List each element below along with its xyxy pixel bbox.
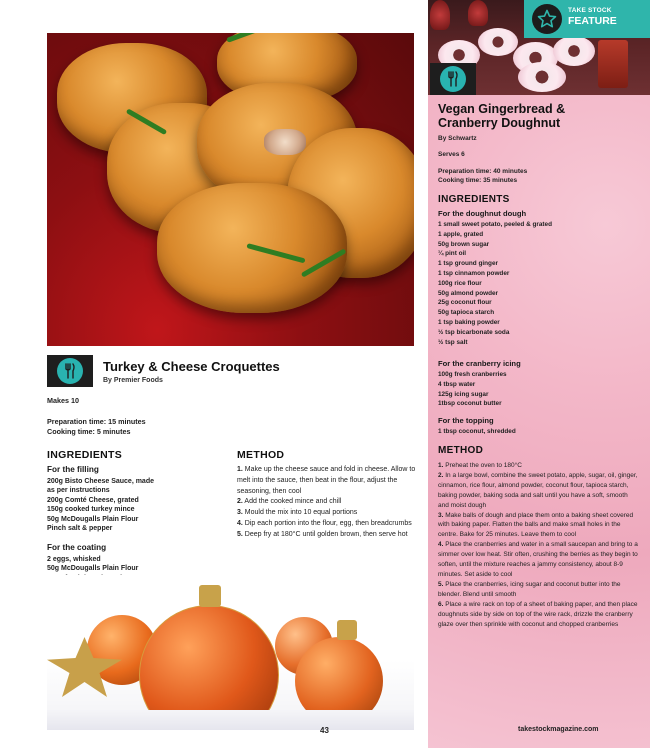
cook-time: Cooking time: 35 minutes — [438, 177, 518, 184]
page-number: 43 — [320, 726, 329, 735]
step-number: 4. — [237, 519, 243, 527]
cook-time: Cooking time: 5 minutes — [47, 427, 131, 436]
step-number: 1. — [438, 462, 444, 469]
croquettes-photo — [47, 33, 414, 346]
step-number: 5. — [438, 580, 444, 588]
topping-heading: For the topping — [438, 416, 494, 425]
snow — [47, 710, 414, 730]
title-line: Vegan Gingerbread & — [438, 102, 566, 116]
list-item: 100g rice flour — [438, 279, 482, 287]
baubles-photo — [47, 575, 414, 730]
step-text: Mould the mix into 10 equal portions — [244, 509, 358, 517]
method-step — [438, 461, 640, 471]
recipe-icon-box — [430, 63, 476, 95]
croquettes-title-row — [47, 355, 414, 389]
step-text: In a large bowl, combine the sweet potato, apple, sugar, oil, ginger, cinnamon, rice flour, almond powder, coconut flour, tapioca starch, baking powder, baking soda and salt until you have a soft, smooth and moist dough — [438, 471, 638, 509]
list-item: ½ tsp salt — [438, 338, 468, 346]
method-list — [438, 461, 640, 629]
tag-line2: FEATURE — [568, 15, 617, 27]
star-icon — [537, 9, 557, 29]
title-line: Cranberry Doughnut — [438, 116, 561, 130]
list-item: 25g coconut flour — [438, 299, 492, 307]
step-number: 3. — [438, 511, 444, 519]
step-number: 1. — [237, 466, 243, 473]
method-list — [237, 465, 417, 541]
step-text: Place the cranberries, icing sugar and coconut butter into the blender. Blend until smooth — [438, 580, 621, 598]
prep-cook-times — [438, 167, 527, 185]
glass — [468, 0, 488, 26]
list-item: 1 tsp cinnamon powder — [438, 269, 510, 277]
croquettes-title: Turkey & Cheese Croquettes — [103, 359, 280, 374]
fork-icon — [440, 66, 466, 92]
right-page — [428, 0, 650, 748]
list-item: ½ tsp bicarbonate soda — [438, 328, 510, 336]
bauble-cap — [199, 585, 221, 607]
prep-time: Preparation time: 40 minutes — [438, 168, 528, 175]
take-stock-feature-tag — [524, 0, 650, 38]
ingredients-heading: INGREDIENTS — [438, 194, 510, 205]
makes: Makes 10 — [47, 396, 79, 405]
list-item: 50g brown sugar — [438, 240, 490, 248]
step-text: Dip each portion into the flour, egg, then breadcrumbs — [244, 519, 412, 527]
tag-line1: TAKE STOCK — [568, 7, 612, 14]
method-step — [438, 471, 640, 511]
step-number: 4. — [438, 541, 444, 549]
step-number: 2. — [237, 498, 243, 506]
topping-list — [438, 427, 516, 437]
step-text: Preheat the oven to 180°C — [445, 462, 522, 469]
method-heading: METHOD — [237, 449, 285, 461]
step-text: Add the cooked mince and chill — [244, 498, 342, 506]
list-item: 50g McDougalls Plain Flour — [47, 565, 139, 573]
list-item: Pinch salt & pepper — [47, 525, 113, 533]
method-step — [438, 600, 640, 630]
list-item: 2 eggs, whisked — [47, 556, 101, 563]
icing-list — [438, 370, 507, 409]
step-text: Make up the cheese sauce and fold in cheese. Allow to melt into the sauce, then beat in the flour, adjust the seasoning, then cool — [237, 466, 416, 495]
dough-list — [438, 220, 552, 347]
serves: Serves 6 — [438, 151, 465, 158]
list-item: 1 tbsp coconut, shredded — [438, 428, 516, 435]
filling-heading: For the filling — [47, 465, 99, 474]
list-item: 100g fresh cranberries — [438, 371, 507, 378]
method-step — [438, 580, 640, 600]
list-item: 1 tsp ground ginger — [438, 260, 498, 268]
list-item: ¼ pint oil — [438, 250, 467, 258]
doughnut-title — [438, 102, 638, 130]
fork-icon — [57, 358, 83, 384]
list-item: 1tbsp coconut butter — [438, 400, 502, 408]
method-step — [438, 511, 640, 541]
step-number: 3. — [237, 509, 243, 517]
doughnut-byline: By Schwartz — [438, 135, 477, 142]
list-item: as per instructions — [47, 487, 110, 495]
list-item: 200g Bisto Cheese Sauce, made — [47, 478, 154, 485]
method-step — [237, 519, 417, 530]
list-item: 50g almond powder — [438, 289, 499, 297]
list-item: 1 apple, grated — [438, 230, 484, 238]
doughnut — [518, 62, 566, 92]
list-item: 50g McDougalls Plain Flour — [47, 515, 139, 523]
list-item: 150g cooked turkey mince — [47, 506, 135, 514]
step-number: 6. — [438, 600, 444, 608]
method-step — [237, 508, 417, 519]
glass — [430, 0, 450, 30]
doughnut — [553, 36, 595, 66]
method-step — [438, 540, 640, 580]
filling-list — [47, 477, 154, 533]
step-text: Make balls of dough and place them onto a baking sheet covered with baking paper. Flatten the balls and make small holes in the centre. Bake for 25 minutes. Leave them to cool — [438, 511, 634, 539]
croquettes-byline: By Premier Foods — [103, 377, 163, 384]
footer-url[interactable]: takestockmagazine.com — [518, 726, 599, 733]
list-item: 50g tapioca starch — [438, 309, 495, 317]
bauble-cap — [337, 620, 357, 640]
doughnut — [478, 28, 518, 56]
method-step — [237, 465, 417, 497]
spice-jar — [598, 40, 628, 88]
method-step — [237, 497, 417, 508]
list-item: 4 tbsp water — [438, 380, 476, 388]
ingredients-heading: INGREDIENTS — [47, 449, 123, 461]
step-text: Place the cranberries and water in a small saucepan and bring to a simmer over low heat. Stir often, crushing the berries as they begin to soften, until the mixture reaches a jammy consistency, about 8-9 minutes. Set aside to cool — [438, 541, 638, 578]
method-heading: METHOD — [438, 445, 484, 456]
step-number: 5. — [237, 530, 243, 538]
method-step — [237, 530, 417, 541]
coating-heading: For the coating — [47, 543, 107, 552]
star-badge — [532, 4, 562, 34]
recipe-icon-box — [47, 355, 93, 387]
step-text: Place a wire rack on top of a sheet of baking paper, and then place doughnuts side by side on top of the wire rack, drizzle the cranberry glaze over then sprinkle with coconut and chopped cranberries — [438, 600, 638, 628]
icing-heading: For the cranberry icing — [438, 359, 521, 368]
list-item: 1 small sweet potato, peeled & grated — [438, 221, 552, 228]
step-text: Deep fry at 180°C until golden brown, then serve hot — [244, 530, 408, 538]
step-number: 2. — [438, 471, 444, 479]
list-item: 1 tsp baking powder — [438, 318, 500, 326]
dough-heading: For the doughnut dough — [438, 209, 527, 218]
list-item: 200g Comté Cheese, grated — [47, 496, 139, 504]
prep-time: Preparation time: 15 minutes — [47, 417, 146, 426]
list-item: 125g icing sugar — [438, 390, 489, 398]
